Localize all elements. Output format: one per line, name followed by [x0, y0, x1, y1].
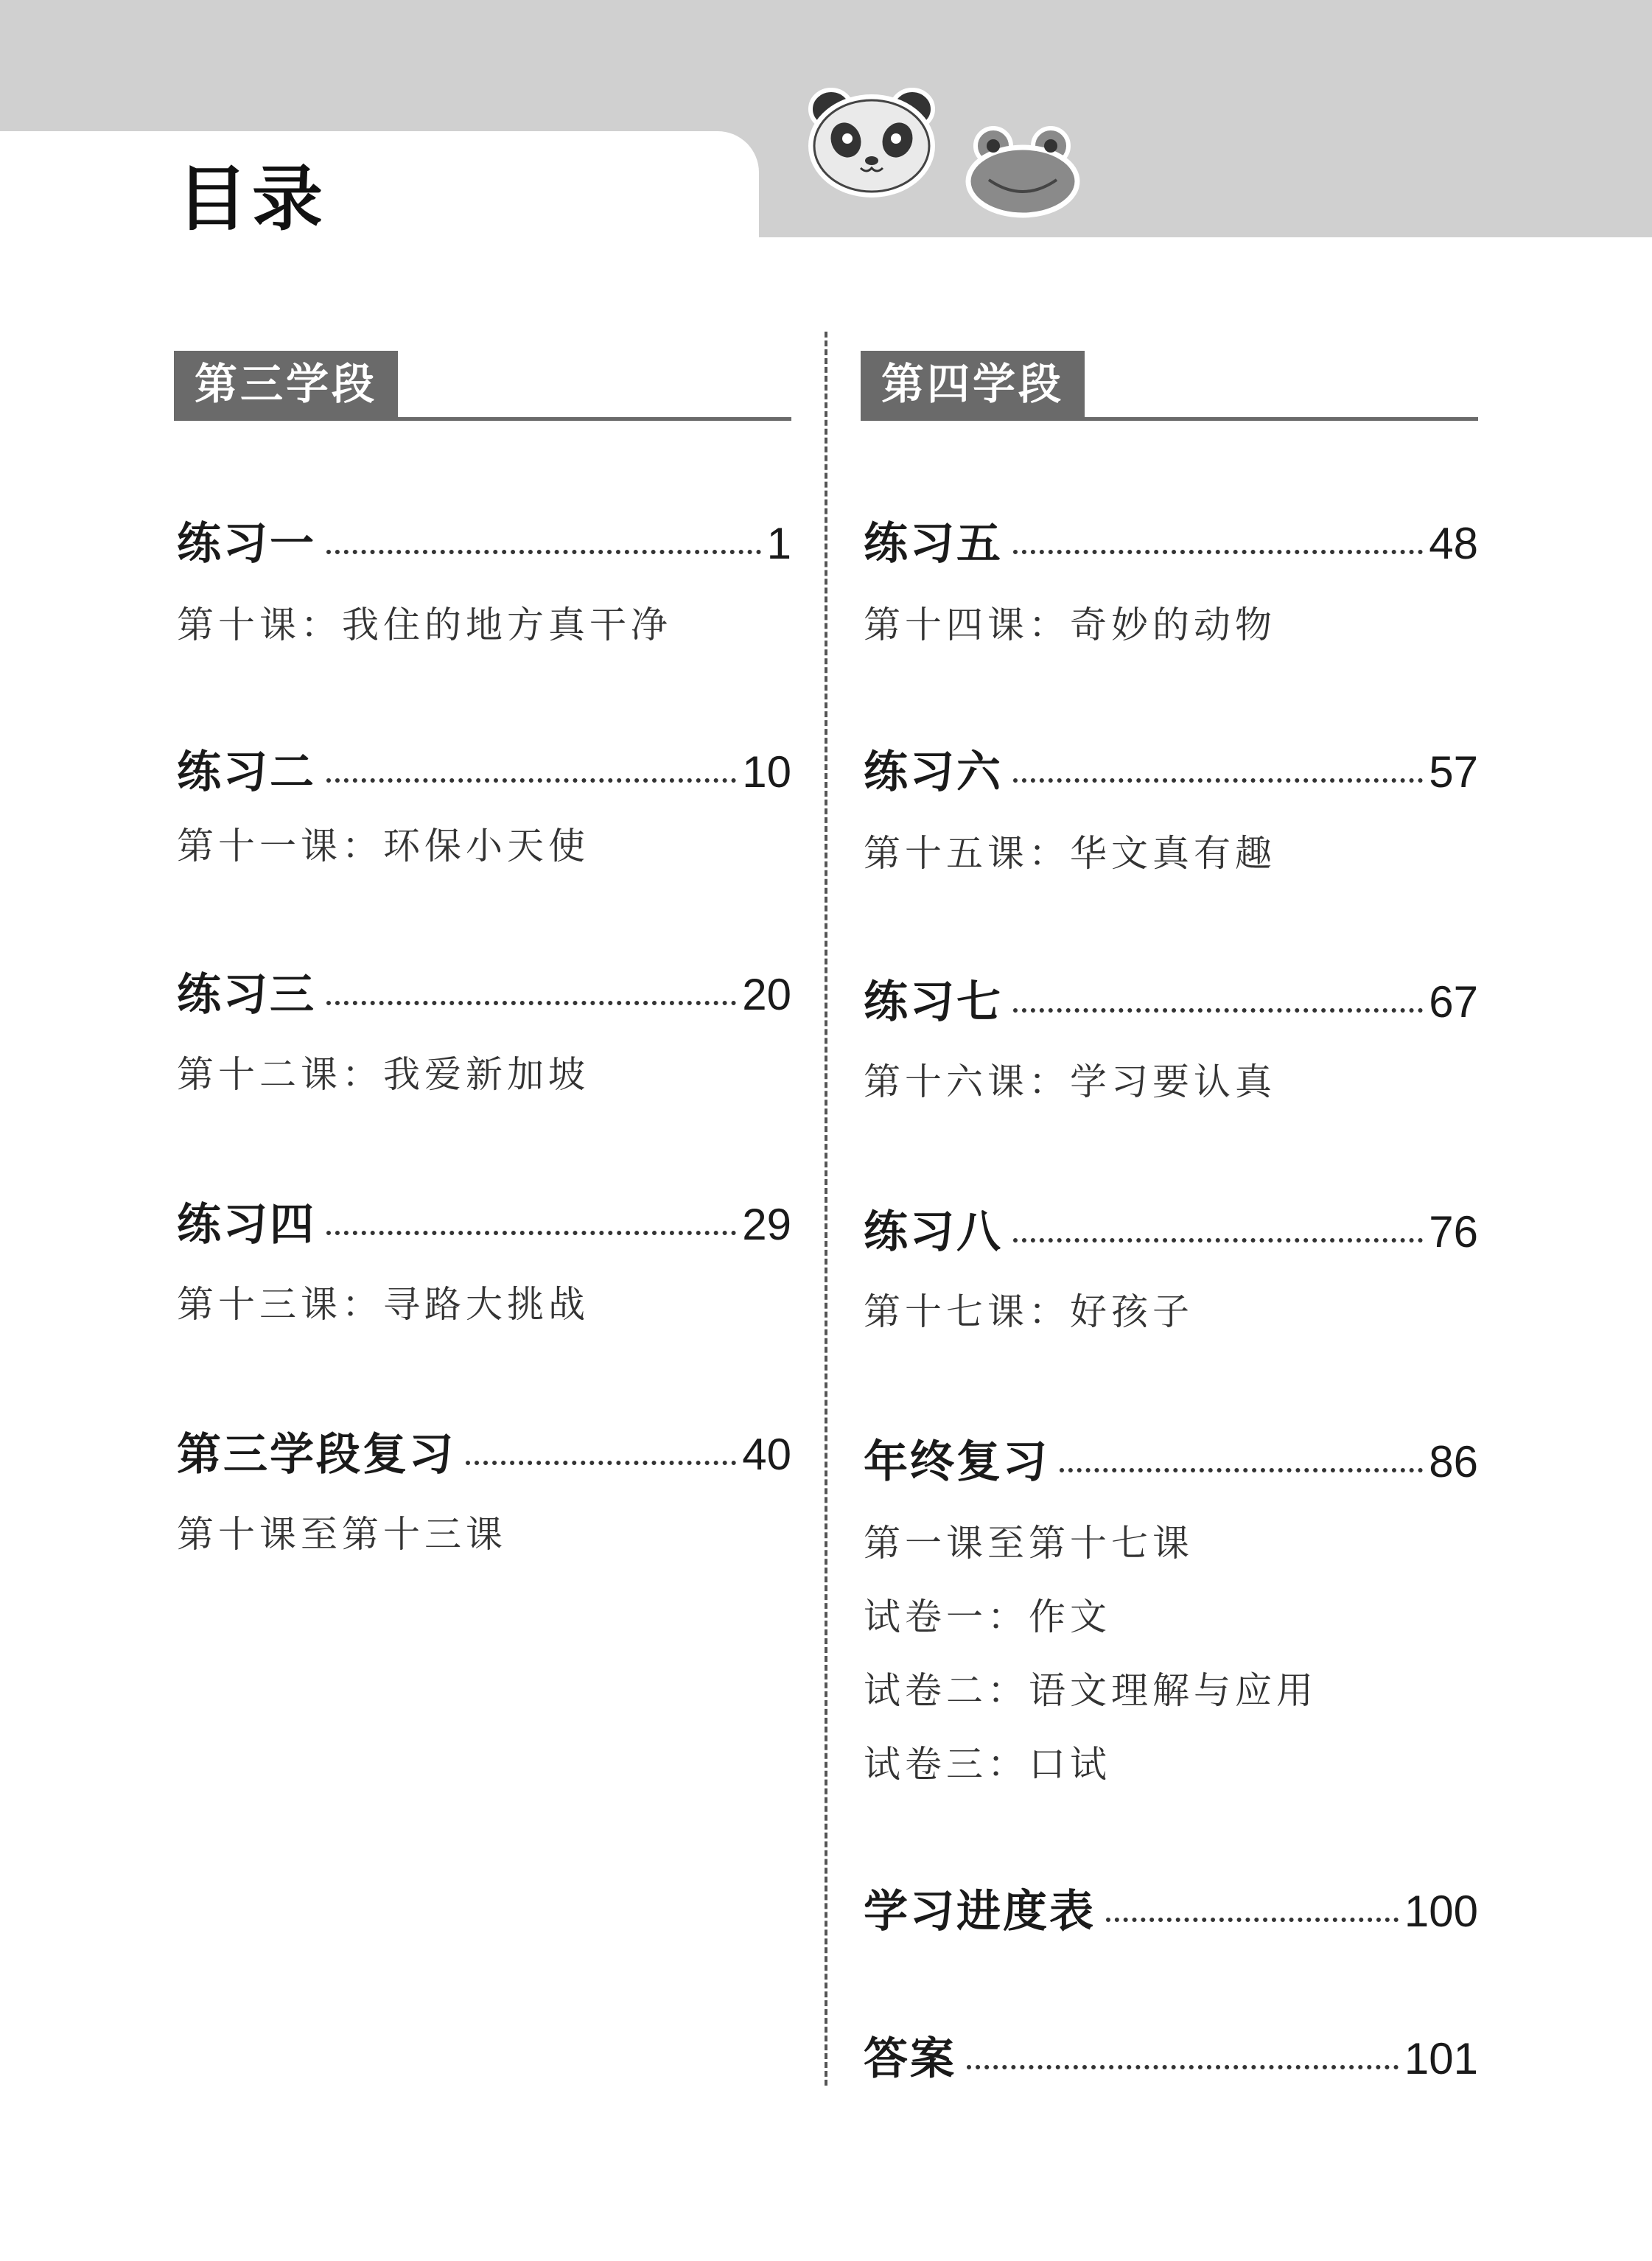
toc-entry-label: 练习四 — [177, 1199, 316, 1251]
toc-sub-line: 第一课至第十七课 — [864, 1522, 1194, 1565]
dot-leader — [326, 1231, 736, 1235]
toc-entry[interactable] — [177, 960, 791, 1023]
toc-entry-label: 练习八 — [864, 1206, 1003, 1258]
toc-entry-page: 29 — [742, 1200, 791, 1249]
dot-leader — [326, 778, 736, 783]
dot-leader — [1013, 550, 1423, 554]
toc-entry-label: 学习进度表 — [864, 1886, 1096, 1937]
section-header-3 — [174, 351, 791, 421]
toc-entry-label: 第三学段复习 — [177, 1429, 455, 1481]
toc-sub-line: 第十一课：环保小天使 — [177, 825, 589, 867]
toc-entry-page: 76 — [1429, 1207, 1478, 1257]
toc-sub-line: 试卷二：语文理解与应用 — [864, 1669, 1317, 1712]
toc-sub-line: 第十课至第十三课 — [177, 1513, 507, 1556]
toc-entry-label: 练习三 — [177, 969, 316, 1021]
title-tab — [0, 131, 759, 256]
toc-entry[interactable] — [177, 1419, 791, 1483]
dot-leader — [1013, 778, 1423, 783]
toc-entry[interactable] — [177, 1189, 791, 1253]
dot-leader — [1013, 1008, 1423, 1013]
toc-entry-page: 57 — [1429, 747, 1478, 797]
section-header-4 — [861, 351, 1478, 421]
toc-entry-page: 67 — [1429, 977, 1478, 1027]
toc-entry-label: 练习二 — [177, 747, 316, 798]
toc-entry-page: 20 — [742, 970, 791, 1019]
toc-sub-line: 第十六课：学习要认真 — [864, 1060, 1276, 1103]
toc-sub-line: 第十三课：寻路大挑战 — [177, 1283, 589, 1326]
dot-leader — [967, 2065, 1399, 2069]
toc-entry-label: 年终复习 — [864, 1436, 1049, 1488]
panda-icon — [802, 81, 942, 199]
toc-entry-label: 答案 — [864, 2033, 956, 2085]
toc-entry-page: 10 — [742, 747, 791, 797]
toc-entry-page: 48 — [1429, 519, 1478, 568]
toc-entry[interactable] — [864, 967, 1478, 1030]
toc-entry-label: 练习一 — [177, 518, 316, 570]
toc-entry-label: 练习六 — [864, 747, 1003, 798]
frog-icon — [964, 124, 1082, 220]
toc-sub-line: 第十二课：我爱新加坡 — [177, 1053, 589, 1096]
dot-leader — [1060, 1468, 1423, 1472]
toc-sub-line: 第十四课：奇妙的动物 — [864, 604, 1276, 646]
toc-entry-label: 练习五 — [864, 518, 1003, 570]
toc-entry[interactable] — [177, 737, 791, 800]
dot-leader — [326, 550, 761, 554]
toc-entry[interactable] — [864, 737, 1478, 800]
toc-entry-page: 1 — [766, 519, 791, 568]
dot-leader — [1013, 1238, 1423, 1243]
toc-entry[interactable] — [864, 2024, 1478, 2087]
toc-sub-line: 第十五课：华文真有趣 — [864, 832, 1276, 875]
column-divider — [825, 332, 827, 2086]
toc-sub-line: 第十课：我住的地方真干净 — [177, 604, 672, 646]
toc-sub-line: 试卷一：作文 — [864, 1596, 1111, 1638]
toc-entry-page: 101 — [1404, 2034, 1478, 2083]
toc-entry[interactable] — [864, 1876, 1478, 1940]
dot-leader — [1106, 1918, 1399, 1922]
toc-entry-page: 100 — [1404, 1887, 1478, 1936]
page-title: 目录 — [177, 158, 327, 240]
toc-entry[interactable] — [864, 509, 1478, 572]
toc-entry[interactable] — [864, 1427, 1478, 1490]
toc-entry[interactable] — [177, 509, 791, 572]
toc-entry[interactable] — [864, 1197, 1478, 1260]
toc-entry-label: 练习七 — [864, 976, 1003, 1028]
dot-leader — [466, 1461, 736, 1465]
section-title: 第三学段 — [174, 351, 398, 417]
toc-sub-line: 第十七课：好孩子 — [864, 1290, 1194, 1333]
toc-sub-line: 试卷三：口试 — [864, 1743, 1111, 1786]
toc-entry-page: 40 — [742, 1430, 791, 1479]
dot-leader — [326, 1001, 736, 1005]
toc-entry-page: 86 — [1429, 1437, 1478, 1486]
section-title: 第四学段 — [861, 351, 1085, 417]
